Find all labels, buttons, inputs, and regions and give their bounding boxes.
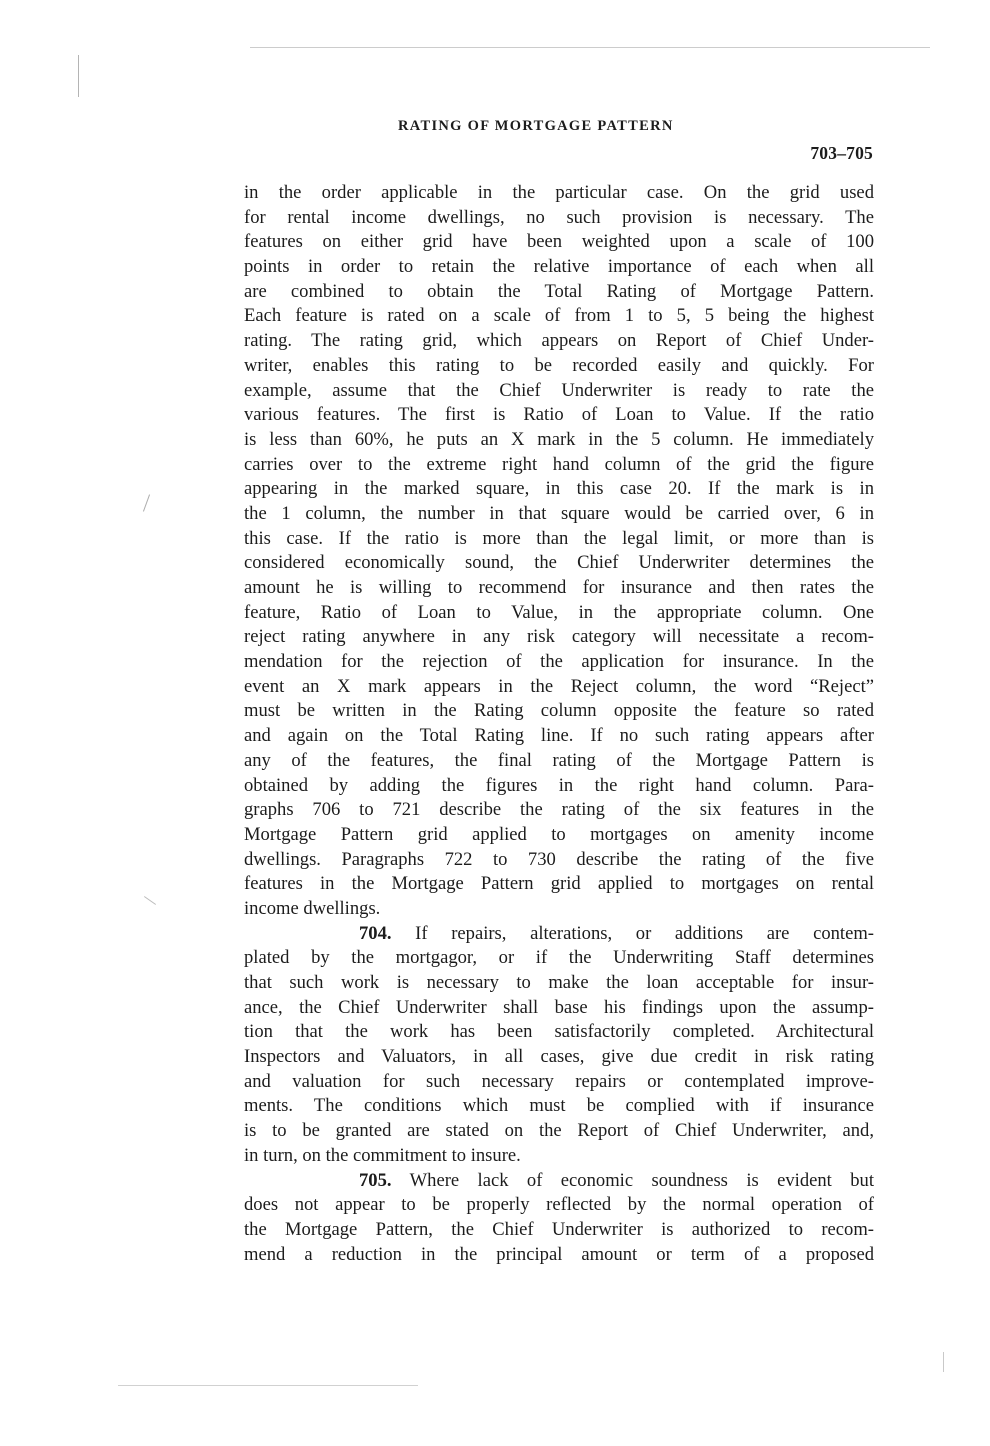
paragraph-number-704: 704. [359, 922, 392, 944]
text-line: rating. The rating grid, which appears on Report of Chief Under- [244, 330, 874, 352]
scan-edge-top [250, 47, 930, 48]
text-line: that such work is necessary to make the loan acceptable for insur- [244, 972, 874, 993]
scan-mark-left-top [78, 55, 79, 97]
text-line: carries over to the extreme right hand column of the grid the figure [244, 453, 874, 475]
text-line: points in order to retain the relative importance of each when all [244, 256, 874, 278]
text-line: income dwellings. [244, 897, 381, 919]
scan-mark-left-low [144, 896, 156, 905]
text-line: dwellings. Paragraphs 722 to 730 describe the rating of the five [244, 848, 874, 870]
page-range: 703–705 [810, 143, 873, 163]
text-line: does not appear to be properly reflected by the normal operation of [244, 1194, 874, 1216]
scan-mark-right-bottom [943, 1352, 944, 1372]
text-line: must be written in the Rating column opposite the feature so rated [244, 700, 874, 722]
text-line: obtained by adding the figures in the right hand column. Para- [244, 774, 874, 796]
text-line: this case. If the ratio is more than the legal limit, or more than is [244, 527, 874, 549]
running-header: RATING OF MORTGAGE PATTERN [398, 118, 674, 134]
text-line: features on either grid have been weighted upon a scale of 100 [244, 231, 874, 253]
text-line: feature, Ratio of Loan to Value, in the appropriate column. One [244, 601, 874, 623]
scan-edge-bottom [118, 1385, 418, 1386]
text-line: graphs 706 to 721 describe the rating of the six features in the [244, 799, 874, 821]
text-line: in turn, on the commitment to insure. [244, 1144, 521, 1166]
text-line: example, assume that the Chief Underwriter is ready to rate the [244, 379, 874, 401]
text-line: is to be granted are stated on the Report of Chief Underwriter, and, [244, 1120, 874, 1142]
text-line: ance, the Chief Underwriter shall base his findings upon the assump- [244, 996, 874, 1018]
text-line: are combined to obtain the Total Rating of Mortgage Pattern. [244, 280, 874, 302]
text-line: is less than 60%, he puts an X mark in the 5 column. He immediately [244, 428, 874, 450]
text-line: Inspectors and Valuators, in all cases, give due credit in risk rating [244, 1046, 874, 1068]
paragraph-705-first-line: Where lack of economic soundness is evident but [391, 1169, 874, 1191]
text-line: and valuation for such necessary repairs or contemplated improve- [244, 1070, 874, 1092]
text-line: tion that the work has been satisfactorily completed. Architectural [244, 1021, 874, 1043]
text-line: writer, enables this rating to be recorded easily and quickly. For [244, 354, 874, 376]
paragraph-704-start [244, 922, 874, 947]
text-line: Each feature is rated on a scale of from 1 to 5, 5 being the highest [244, 305, 874, 327]
text-line: plated by the mortgagor, or if the Underwriting Staff determines [244, 947, 874, 969]
text-line: mendation for the rejection of the application for insurance. In the [244, 651, 874, 673]
text-line: mend a reduction in the principal amount or term of a proposed [244, 1243, 874, 1265]
paragraph-705-start [244, 1169, 874, 1194]
text-line: features in the Mortgage Pattern grid applied to mortgages on rental [244, 873, 874, 895]
text-line: considered economically sound, the Chief Underwriter determines the [244, 552, 874, 574]
text-line: Mortgage Pattern grid applied to mortgages on amenity income [244, 823, 874, 845]
text-line: the 1 column, the number in that square would be carried over, 6 in [244, 502, 874, 524]
text-line: various features. The first is Ratio of Loan to Value. If the ratio [244, 404, 874, 426]
text-line: reject rating anywhere in any risk category will necessitate a recom- [244, 626, 874, 648]
paragraph-704-first-line: If repairs, alterations, or additions are contem- [391, 922, 874, 944]
scan-mark-left-mid [143, 494, 150, 511]
text-line: appearing in the marked square, in this case 20. If the mark is in [244, 478, 874, 500]
text-line: and again on the Total Rating line. If no such rating appears after [244, 725, 874, 747]
text-line: in the order applicable in the particular case. On the grid used [244, 182, 874, 203]
text-line: any of the features, the final rating of the Mortgage Pattern is [244, 749, 874, 771]
text-line: ments. The conditions which must be complied with if insurance [244, 1095, 874, 1117]
paragraph-number-705: 705. [359, 1169, 392, 1191]
text-line: for rental income dwellings, no such provision is necessary. The [244, 206, 874, 228]
text-line: the Mortgage Pattern, the Chief Underwriter is authorized to recom- [244, 1218, 874, 1240]
body-text [244, 181, 874, 1267]
text-line: event an X mark appears in the Reject column, the word “Reject” [244, 675, 874, 697]
text-line: amount he is willing to recommend for insurance and then rates the [244, 577, 874, 598]
